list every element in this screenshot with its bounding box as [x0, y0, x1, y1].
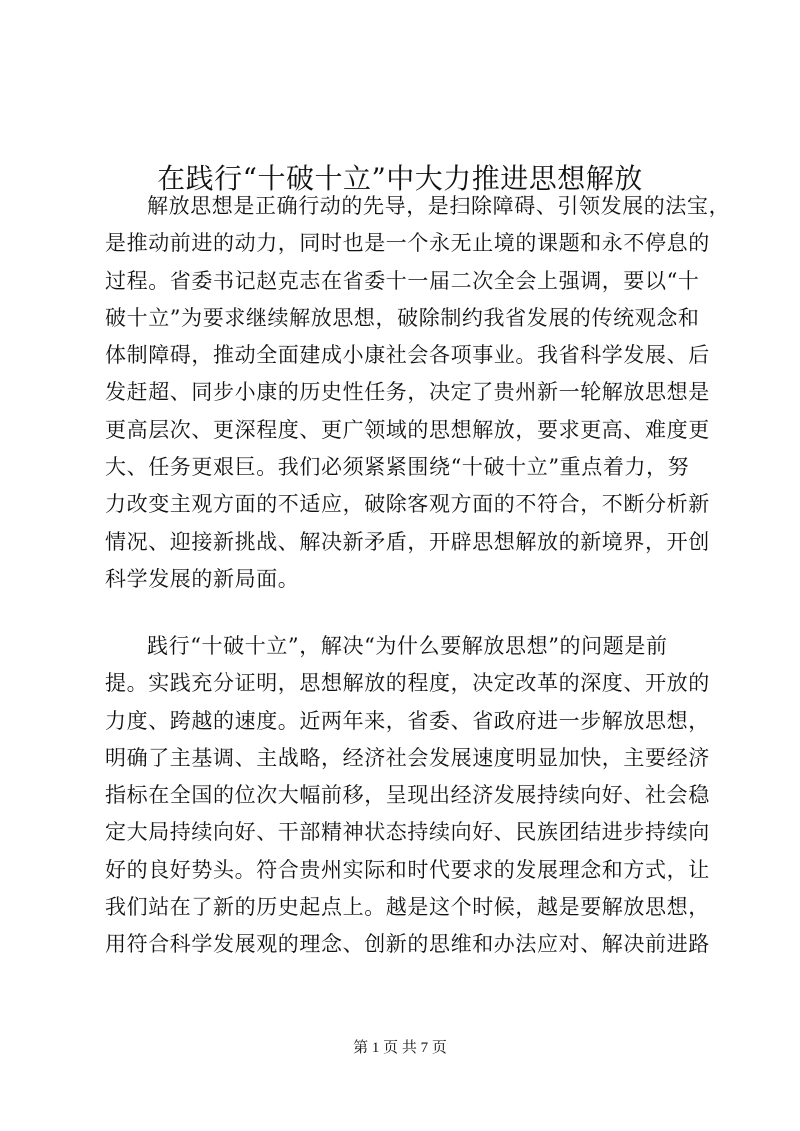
text-line: 提。实践充分证明，思想解放的程度，决定改革的深度、开放的 [105, 671, 710, 696]
document-title: 在践行“十破十立”中大力推进思想解放 [157, 161, 643, 195]
text-line: 更高层次、更深程度、更广领域的思想解放，要求更高、难度更 [105, 417, 710, 442]
text-line: 我们站在了新的历史起点上。越是这个时候，越是要解放思想， [105, 895, 710, 920]
page-number-footer: 第 1 页 共 7 页 [353, 1040, 447, 1056]
text-line: 明确了主基调、主战略，经济社会发展速度明显加快，主要经济 [105, 745, 710, 770]
document-body-paragraph-2 [105, 628, 710, 964]
text-line: 发赶超、同步小康的历史性任务，决定了贵州新一轮解放思想是 [105, 380, 710, 405]
text-line: 体制障碍，推动全面建成小康社会各项事业。我省科学发展、后 [105, 343, 710, 368]
text-line: 情况、迎接新挑战、解决新矛盾，开辟思想解放的新境界，开创 [105, 529, 710, 554]
text-line: 科学发展的新局面。 [105, 566, 300, 591]
text-line: 破十立”为要求继续解放思想，破除制约我省发展的传统观念和 [105, 305, 700, 330]
text-line: 指标在全国的位次大幅前移，呈现出经济发展持续向好、社会稳 [105, 783, 710, 808]
text-line: 力度、跨越的速度。近两年来，省委、省政府进一步解放思想， [105, 708, 710, 733]
text-line: 力改变主观方面的不适应，破除客观方面的不符合，不断分析新 [105, 492, 710, 517]
text-line: 定大局持续向好、干部精神状态持续向好、民族团结进步持续向 [105, 820, 710, 845]
text-line: 是推动前进的动力，同时也是一个永无止境的课题和永不停息的 [105, 231, 710, 256]
text-line: 用符合科学发展观的理念、创新的思维和办法应对、解决前进路 [105, 932, 710, 957]
text-line: 践行“十破十立”，解决“为什么要解放思想”的问题是前 [147, 634, 668, 658]
paragraph [105, 188, 731, 598]
text-line: 好的良好势头。符合贵州实际和时代要求的发展理念和方式，让 [105, 857, 710, 882]
paragraph [105, 628, 710, 964]
text-line: 解放思想是正确行动的先导，是扫除障碍、引领发展的法宝， [147, 194, 731, 218]
text-line: 过程。省委书记赵克志在省委十一届二次全会上强调，要以“十 [105, 268, 700, 293]
document-body-paragraph-1 [105, 188, 731, 598]
text-line: 大、任务更艰巨。我们必须紧紧围绕“十破十立”重点着力，努 [105, 455, 690, 480]
